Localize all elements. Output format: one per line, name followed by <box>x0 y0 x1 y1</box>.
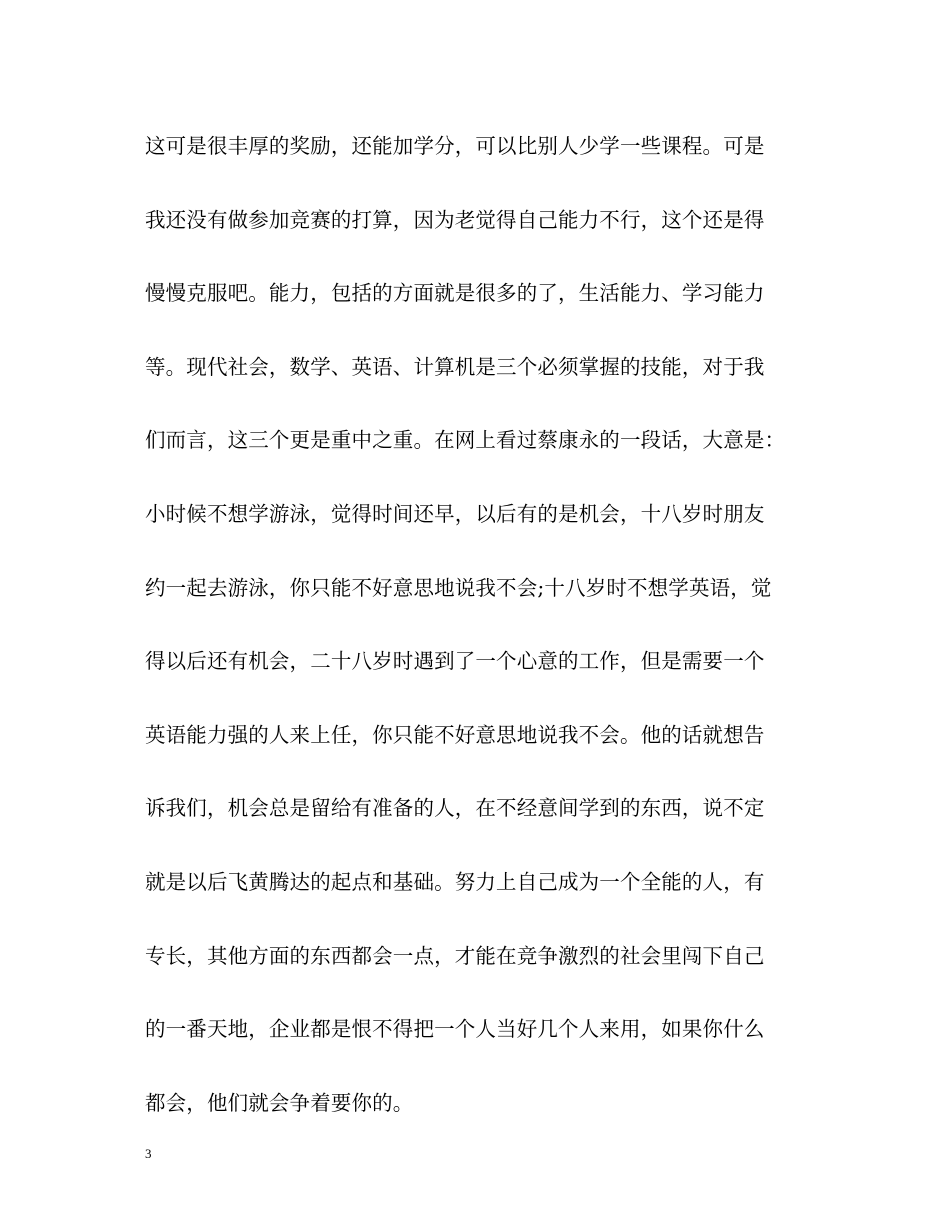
paragraph-line: 都会，他们就会争着要你的。 <box>145 1090 414 1115</box>
page-number: 3 <box>145 1146 152 1161</box>
paragraph-line: 们而言，这三个更是重中之重。在网上看过蔡康永的一段话，大意是： <box>145 428 786 453</box>
paragraph-line: 小时候不想学游泳，觉得时间还早，以后有的是机会，十八岁时朋友 <box>145 501 765 526</box>
paragraph-line: 专长，其他方面的东西都会一点，才能在竞争激烈的社会里闯下自己 <box>145 943 765 968</box>
paragraph-line: 的一番天地，企业都是恨不得把一个人当好几个人来用，如果你什么 <box>145 1017 765 1042</box>
body-paragraph <box>145 126 815 1156</box>
paragraph-line: 诉我们，机会总是留给有准备的人，在不经意间学到的东西，说不定 <box>145 796 765 821</box>
paragraph-line: 得以后还有机会，二十八岁时遇到了一个心意的工作，但是需要一个 <box>145 649 765 674</box>
paragraph-line: 等。现代社会，数学、英语、计算机是三个必须掌握的技能，对于我 <box>145 354 765 379</box>
paragraph-line: 慢慢克服吧。能力，包括的方面就是很多的了，生活能力、学习能力 <box>145 281 765 306</box>
paragraph-line: 约一起去游泳，你只能不好意思地说我不会;十八岁时不想学英语，觉 <box>145 575 772 600</box>
paragraph-line: 我还没有做参加竞赛的打算，因为老觉得自己能力不行，这个还是得 <box>145 207 765 232</box>
paragraph-line: 就是以后飞黄腾达的起点和基础。努力上自己成为一个全能的人，有 <box>145 869 765 894</box>
paragraph-line: 这可是很丰厚的奖励，还能加学分，可以比别人少学一些课程。可是 <box>145 134 765 158</box>
paragraph-line: 英语能力强的人来上任，你只能不好意思地说我不会。他的话就想告 <box>145 722 765 747</box>
